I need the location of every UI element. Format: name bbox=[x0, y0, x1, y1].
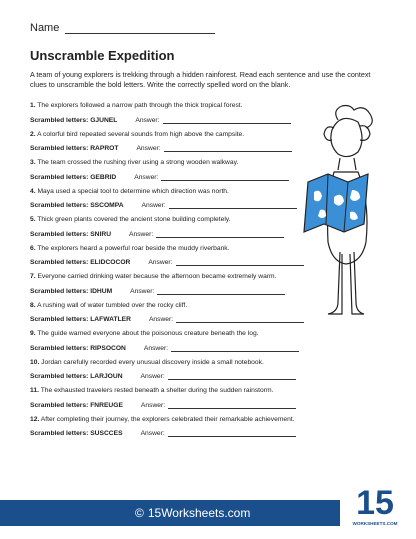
question-sentence bbox=[30, 359, 390, 368]
name-label: Name bbox=[30, 22, 60, 34]
scrambled-letters: GJUNEL bbox=[90, 116, 118, 124]
answer-label: Answer: bbox=[136, 145, 161, 152]
scrambled-label: Scrambled letters: SNIRU bbox=[30, 230, 112, 238]
scrambled-label: Scrambled letters: LARJOUN bbox=[30, 373, 123, 380]
question-number: 7. bbox=[30, 273, 36, 280]
answer-label: Answer: bbox=[141, 202, 166, 209]
answer-blank-line[interactable] bbox=[163, 116, 291, 124]
scrambled-label: Scrambled letters: RIPSOCON bbox=[30, 344, 126, 352]
answer-blank-line[interactable] bbox=[169, 201, 297, 209]
15worksheets-logo bbox=[352, 478, 398, 530]
question-number: 5. bbox=[30, 216, 36, 223]
answer-label: Answer: bbox=[140, 430, 165, 437]
question-number: 8. bbox=[30, 301, 36, 309]
question-number: 11. bbox=[30, 387, 39, 394]
answer-blank-line[interactable] bbox=[171, 344, 299, 352]
scrambled-letters: RAPROT bbox=[90, 145, 119, 152]
scrambled-letters: LARJOUN bbox=[90, 373, 123, 380]
question-text: Jordan carefully recorded every unusual discovery inside a small notebook. bbox=[41, 358, 264, 366]
question-text: Maya used a special tool to determine which direction was north. bbox=[37, 187, 229, 195]
question-item bbox=[30, 359, 390, 381]
worksheet-title: Unscramble Expedition bbox=[30, 48, 175, 63]
scrambled-label: Scrambled letters: GEBRID bbox=[30, 173, 117, 181]
answer-blank-line[interactable] bbox=[176, 315, 304, 323]
scrambled-letters: FNREUGE bbox=[90, 401, 123, 409]
question-number: 2. bbox=[30, 130, 36, 138]
scrambled-label: Scrambled letters: IDHUM bbox=[30, 287, 113, 295]
question-number: 4. bbox=[30, 187, 36, 195]
answer-blank-line[interactable] bbox=[156, 230, 284, 238]
question-number: 12. bbox=[30, 415, 40, 423]
explorer-reading-map-illustration bbox=[300, 102, 390, 332]
question-text: The explorers heard a powerful roar beside the muddy riverbank. bbox=[37, 244, 230, 252]
answer-label: Answer: bbox=[140, 373, 165, 380]
answer-row bbox=[30, 344, 390, 352]
answer-row bbox=[30, 401, 390, 409]
answer-blank-line[interactable] bbox=[176, 258, 304, 266]
answer-label: Answer: bbox=[130, 287, 155, 295]
question-text: After completing their journey, the explorers celebrated their remarkable achievement. bbox=[40, 415, 295, 423]
copyright-icon: © bbox=[135, 506, 144, 520]
scrambled-letters: RIPSOCON bbox=[90, 344, 126, 352]
scrambled-label: Scrambled letters: SSCOMPA bbox=[30, 202, 124, 209]
name-field bbox=[30, 22, 215, 34]
scrambled-label: Scrambled letters: GJUNEL bbox=[30, 116, 118, 124]
scrambled-label: Scrambled letters: ELIDCOCOR bbox=[30, 259, 131, 266]
question-text: A colorful bird repeated several sounds from high above the campsite. bbox=[37, 130, 245, 138]
answer-blank-line[interactable] bbox=[157, 287, 285, 295]
answer-label: Answer: bbox=[148, 316, 174, 323]
map-icon bbox=[304, 174, 368, 232]
answer-row bbox=[30, 372, 390, 380]
question-text: The exhausted travelers rested beneath a shelter during the sudden rainstorm. bbox=[40, 387, 274, 394]
scrambled-letters: LAFWATLER bbox=[90, 316, 131, 323]
answer-label: Answer: bbox=[148, 259, 173, 266]
question-number: 3. bbox=[30, 159, 36, 166]
scrambled-label: Scrambled letters: FNREUGE bbox=[30, 401, 123, 409]
footer-credit[interactable] bbox=[135, 506, 250, 520]
scrambled-letters: ELIDCOCOR bbox=[90, 259, 131, 266]
answer-label: Answer: bbox=[140, 401, 166, 409]
scrambled-label: Scrambled letters: RAPROT bbox=[30, 145, 119, 152]
question-sentence bbox=[30, 416, 390, 425]
svg-text:WORKSHEETS.COM: WORKSHEETS.COM bbox=[352, 521, 398, 526]
answer-label: Answer: bbox=[134, 173, 159, 181]
answer-blank-line[interactable] bbox=[161, 173, 289, 181]
scrambled-letters: SNIRU bbox=[90, 230, 112, 238]
question-text: A rushing wall of water tumbled over the rocky cliff. bbox=[37, 301, 188, 309]
answer-blank-line[interactable] bbox=[164, 144, 292, 152]
answer-blank-line[interactable] bbox=[168, 401, 296, 409]
question-text: The team crossed the rushing river using a strong wooden walkway. bbox=[37, 159, 239, 166]
answer-row bbox=[30, 429, 390, 437]
scrambled-letters: SSCOMPA bbox=[90, 202, 124, 209]
answer-blank-line[interactable] bbox=[168, 429, 296, 437]
question-number: 9. bbox=[30, 330, 36, 337]
question-text: Everyone carried drinking water because the afternoon became extremely warm. bbox=[37, 273, 277, 280]
answer-label: Answer: bbox=[135, 116, 160, 124]
answer-blank-line[interactable] bbox=[168, 372, 296, 380]
scrambled-letters: GEBRID bbox=[90, 173, 117, 181]
scrambled-label: Scrambled letters: LAFWATLER bbox=[30, 316, 131, 323]
name-blank-line[interactable] bbox=[65, 22, 215, 34]
question-number: 1. bbox=[30, 102, 36, 109]
question-item bbox=[30, 387, 390, 409]
question-text: The explorers followed a narrow path through the thick tropical forest. bbox=[37, 102, 243, 109]
question-number: 10. bbox=[30, 358, 40, 366]
instructions: A team of young explorers is trekking through a hidden rainforest. Read each sentence and use the context clues to unscramble the bold letters. Write the correctly spelled word on the blank. bbox=[30, 70, 371, 89]
question-text: The guide warned everyone about the poisonous creature beneath the log. bbox=[37, 330, 259, 337]
answer-label: Answer: bbox=[129, 230, 154, 238]
svg-text:15: 15 bbox=[356, 484, 394, 522]
site-link[interactable]: 15Worksheets.com bbox=[147, 506, 251, 520]
scrambled-letters: SUSCCES bbox=[90, 430, 123, 437]
question-item bbox=[30, 330, 390, 352]
answer-label: Answer: bbox=[143, 344, 169, 352]
question-text: Thick green plants covered the ancient stone building completely. bbox=[37, 216, 231, 223]
scrambled-label: Scrambled letters: SUSCCES bbox=[30, 430, 123, 437]
question-item bbox=[30, 416, 390, 438]
question-number: 6. bbox=[30, 244, 36, 252]
scrambled-letters: IDHUM bbox=[90, 287, 113, 295]
question-sentence bbox=[30, 387, 390, 396]
